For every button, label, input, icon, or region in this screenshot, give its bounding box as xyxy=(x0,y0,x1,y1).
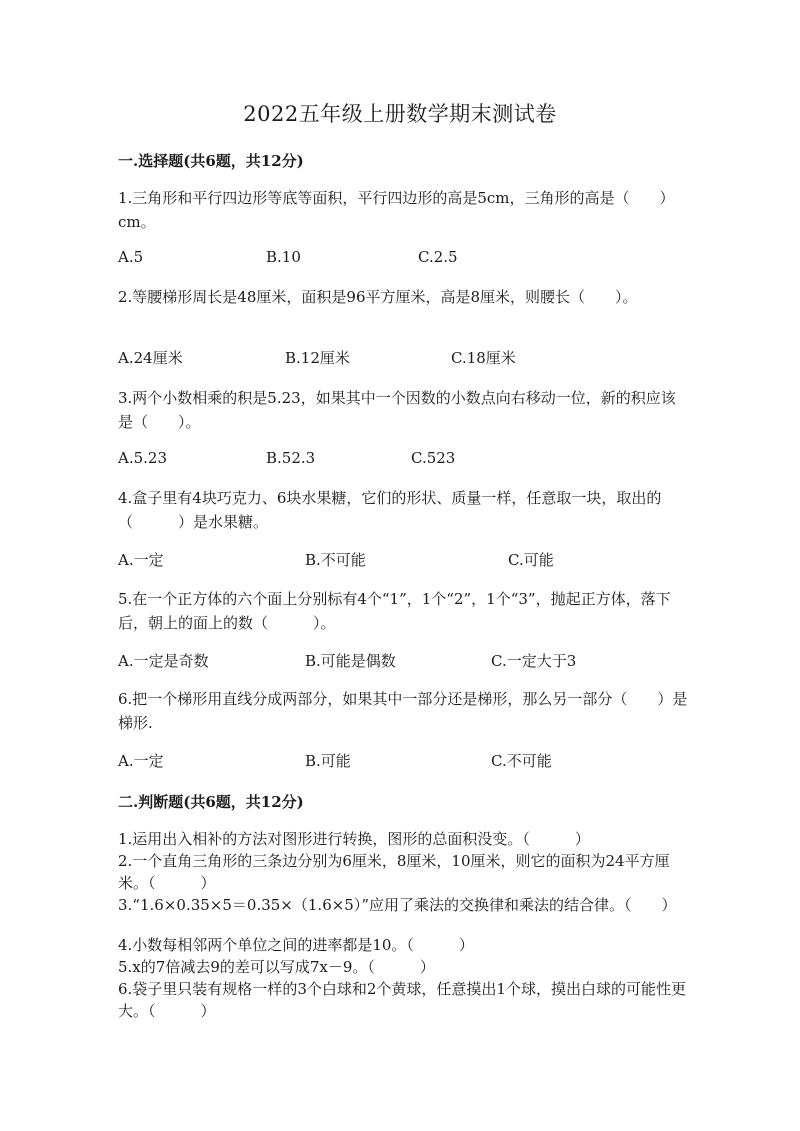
option-a[interactable]: A.一定 xyxy=(118,752,164,770)
option-a[interactable]: A.5 xyxy=(118,248,144,266)
section-heading-judgement: 二.判断题(共6题，共12分) xyxy=(118,793,304,811)
option-a[interactable]: A.5.23 xyxy=(118,449,167,467)
option-a[interactable]: A.24厘米 xyxy=(118,349,183,367)
page-title: 2022五年级上册数学期末测试卷 xyxy=(243,102,557,126)
option-a[interactable]: A.一定 xyxy=(118,551,164,569)
choice-options-6 xyxy=(118,750,718,772)
option-b[interactable]: B.12厘米 xyxy=(285,349,350,367)
option-b[interactable]: B.可能是偶数 xyxy=(305,652,396,670)
judgement-question-3: 3.“1.6×0.35×5＝0.35×（1.6×5）”应用了乘法的交换律和乘法的结合律。（ ） xyxy=(118,896,677,914)
option-c[interactable]: C.可能 xyxy=(508,551,554,569)
judgement-question-6: 6.袋子里只装有规格一样的3个白球和2个黄球，任意摸出1个球，摸出白球的可能性更大。（ ） xyxy=(118,980,686,1020)
option-c[interactable]: C.523 xyxy=(411,449,456,467)
option-a[interactable]: A.一定是奇数 xyxy=(118,652,209,670)
option-b[interactable]: B.不可能 xyxy=(305,551,366,569)
choice-question-2: 2.等腰梯形周长是48厘米，面积是96平方厘米，高是8厘米，则腰长（ ）。 xyxy=(118,288,638,306)
judgement-question-5: 5.x的7倍减去9的差可以写成7x－9。（ ） xyxy=(118,958,435,976)
option-b[interactable]: B.52.3 xyxy=(266,449,316,467)
choice-options-3 xyxy=(118,449,718,471)
section-heading-choice: 一.选择题(共6题，共12分) xyxy=(118,152,304,170)
option-b[interactable]: B.10 xyxy=(266,248,301,266)
option-c[interactable]: C.不可能 xyxy=(491,752,552,770)
choice-question-3: 3.两个小数相乘的积是5.23，如果其中一个因数的小数点向右移动一位，新的积应该是（ ）。 xyxy=(118,389,676,431)
choice-options-5 xyxy=(118,650,718,672)
choice-options-4 xyxy=(118,549,718,571)
judgement-question-2: 2.一个直角三角形的三条边分别为6厘米，8厘米，10厘米，则它的面积为24平方厘米。（ ） xyxy=(118,852,670,892)
choice-question-6: 6.把一个梯形用直线分成两部分，如果其中一部分还是梯形，那么另一部分（ ）是梯形. xyxy=(118,690,688,732)
judgement-question-1: 1.运用出入相补的方法对图形进行转换，图形的总面积没变。（ ） xyxy=(118,830,590,848)
choice-question-1: 1.三角形和平行四边形等底等面积，平行四边形的高是5cm，三角形的高是（ ）cm。 xyxy=(118,189,675,231)
judgement-question-4: 4.小数每相邻两个单位之间的进率都是10。（ ） xyxy=(118,936,474,954)
option-c[interactable]: C.一定大于3 xyxy=(491,652,577,670)
option-c[interactable]: C.18厘米 xyxy=(451,349,516,367)
choice-options-1 xyxy=(118,248,718,270)
choice-question-5: 5.在一个正方体的六个面上分别标有4个“1”，1个“2”，1个“3”，抛起正方体，落下后，朝上的面上的数（ ）。 xyxy=(118,590,671,632)
option-c[interactable]: C.2.5 xyxy=(418,248,458,266)
option-b[interactable]: B.可能 xyxy=(305,752,351,770)
choice-options-2 xyxy=(118,347,718,369)
choice-question-4: 4.盒子里有4块巧克力、6块水果糖，它们的形状、质量一样，任意取一块，取出的（ ）是水果糖。 xyxy=(118,489,662,531)
